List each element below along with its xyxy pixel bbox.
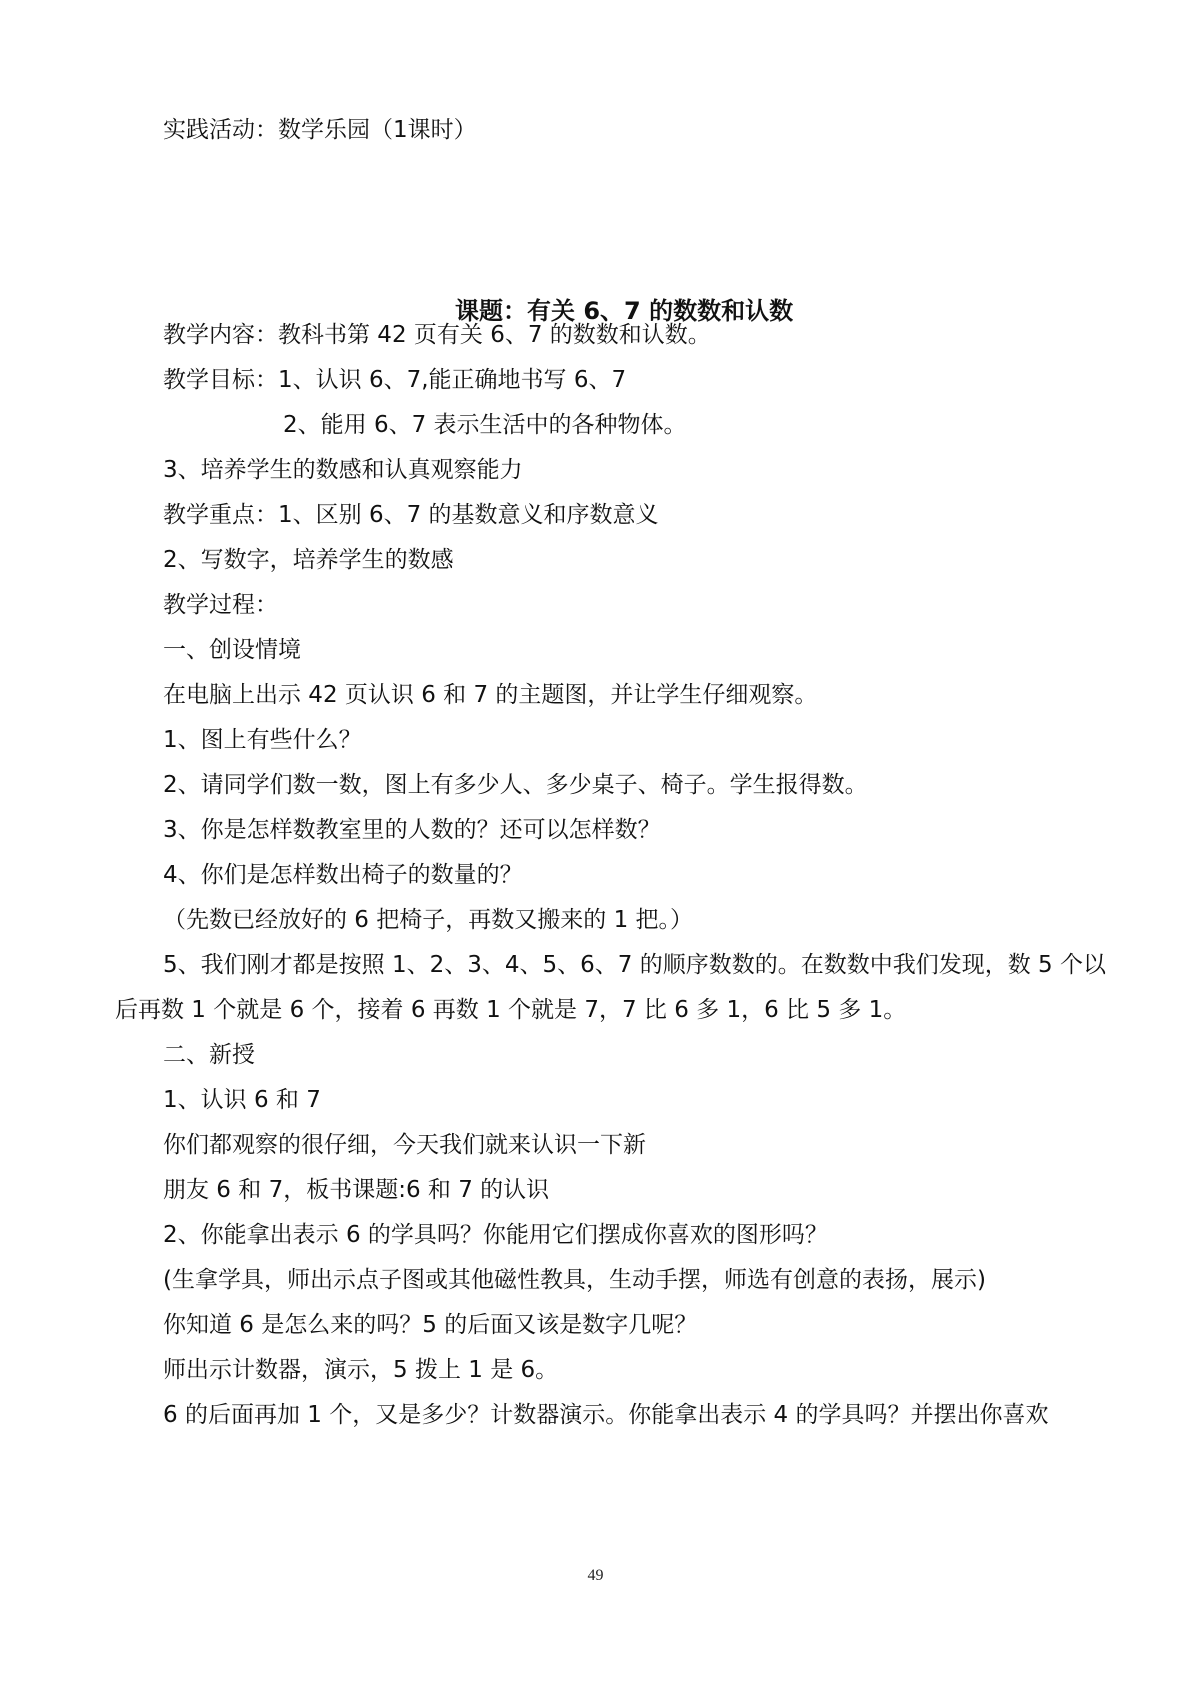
paragraph-question-6-origin: 你知道 6 是怎么来的吗？5 的后面又该是数字几呢？ [163,1312,698,1338]
paragraph-new-friends-1: 你们都观察的很仔细，今天我们就来认识一下新 [163,1132,646,1158]
header-line: 实践活动：数学乐园（1课时） [163,117,477,143]
page-number: 49 [587,1567,604,1584]
paragraph-process-heading: 教学过程： [163,592,278,618]
paragraph-key-point-1: 教学重点：1、区别 6、7 的基数意义和序数意义 [163,502,659,528]
list-item-question-3: 3、你是怎样数教室里的人数的？还可以怎样数？ [163,817,661,843]
list-item-recognize-6-7: 1、认识 6 和 7 [163,1087,321,1113]
list-item-question-1: 1、图上有些什么？ [163,727,362,753]
paragraph-show-picture: 在电脑上出示 42 页认识 6 和 7 的主题图，并让学生仔细观察。 [163,682,818,708]
paragraph-teaching-goal-2: 2、能用 6、7 表示生活中的各种物体。 [283,412,687,438]
paragraph-key-point-2: 2、写数字，培养学生的数感 [163,547,454,573]
paragraph-teaching-goal-3: 3、培养学生的数感和认真观察能力 [163,457,523,483]
list-item-question-5: 5、我们刚才都是按照 1、2、3、4、5、6、7 的顺序数数的。在数数中我们发现，数 5 个以 [163,952,1106,978]
section-heading-context: 一、创设情境 [163,637,301,663]
list-item-question-5-continued: 后再数 1 个就是 6 个，接着 6 再数 1 个就是 7，7 比 6 多 1，6 比 5 多 1。 [115,997,907,1023]
paragraph-counter-demo: 师出示计数器，演示，5 拨上 1 是 6。 [163,1357,559,1383]
paragraph-add-one-more: 6 的后面再加 1 个，又是多少？计数器演示。你能拿出表示 4 的学具吗？并摆出你喜欢 [163,1402,1049,1428]
paragraph-activity-note: (生拿学具，师出示点子图或其他磁性教具，生动手摆，师选有创意的表扬，展示) [163,1267,986,1293]
list-item-learning-tools: 2、你能拿出表示 6 的学具吗？你能用它们摆成你喜欢的图形吗？ [163,1222,828,1248]
list-item-question-4: 4、你们是怎样数出椅子的数量的？ [163,862,523,888]
paragraph-teaching-content: 教学内容：教科书第 42 页有关 6、7 的数数和认数。 [163,322,711,348]
lesson-title: 课题：有关 6、7 的数数和认数 [455,297,794,325]
section-heading-new-lesson: 二、新授 [163,1042,255,1068]
paragraph-teaching-goal-1: 教学目标：1、认识 6、7,能正确地书写 6、7 [163,367,627,393]
paragraph-chair-note: （先数已经放好的 6 把椅子，再数又搬来的 1 把。） [163,907,694,933]
paragraph-new-friends-2: 朋友 6 和 7，板书课题:6 和 7 的认识 [163,1177,550,1203]
list-item-question-2: 2、请同学们数一数，图上有多少人、多少桌子、椅子。学生报得数。 [163,772,868,798]
